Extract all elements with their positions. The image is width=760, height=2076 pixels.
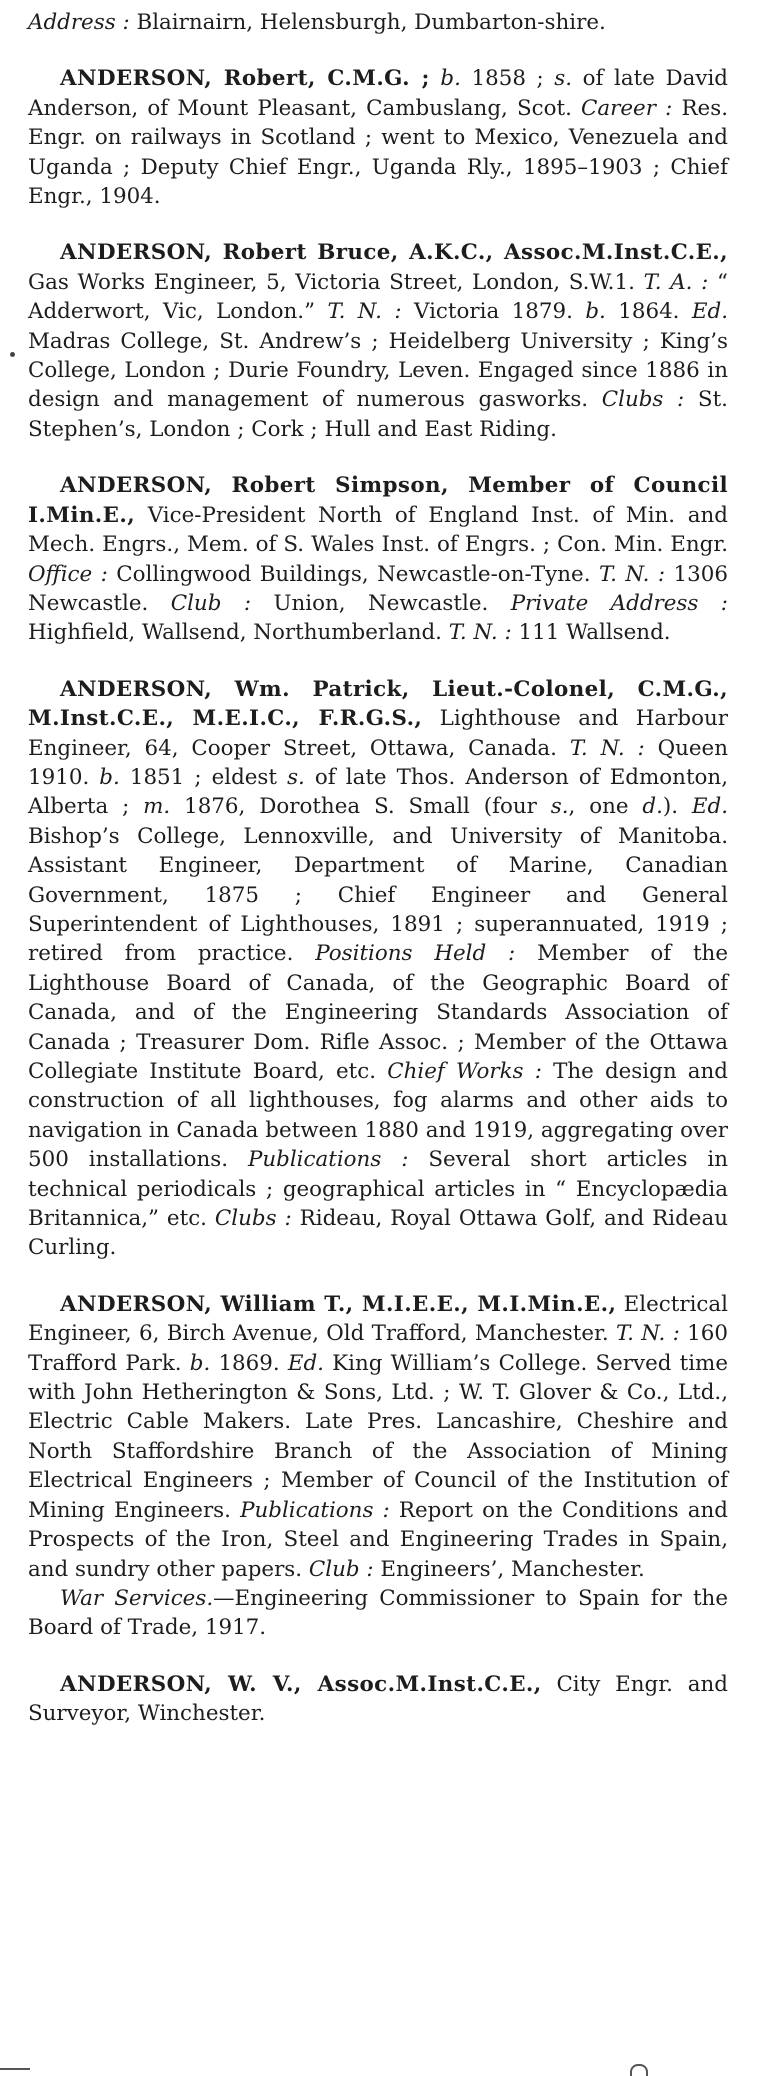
entry-label: s. (554, 66, 573, 92)
entry-label: Publications : (247, 1147, 409, 1173)
entry-label: Ed. (287, 1350, 324, 1376)
entry-text: City Engr. and Surveyor, Winchester. (28, 1671, 728, 1727)
entry-label: b. (189, 1350, 211, 1376)
entry-anderson-wm-patrick (28, 675, 728, 1263)
entry-text: Rideau, Royal Ottawa Golf, and Rideau Curling. (28, 1206, 728, 1261)
entry-text: Electrical Engineer, 6, Birch Avenue, Old Trafford, Manchester. (28, 1291, 728, 1347)
entry-text: 160 Trafford Park. (28, 1321, 728, 1376)
entry-text: Engineers’, Manchester. (373, 1556, 645, 1582)
entry-name: ANDERSON, Robert Bruce, A.K.C., Assoc.M.Inst.C.E., (60, 240, 728, 266)
entry-label: b. (440, 66, 461, 92)
entry-label: T. N. : (327, 299, 402, 325)
entry-text: Highfield, Wallsend, Northumberland. (28, 620, 449, 646)
entry-text: 1858 ; (460, 66, 555, 92)
entry-text: 1306 Newcastle. (28, 561, 728, 616)
entry-label: T. N. : (615, 1321, 680, 1347)
entry-label: Address : (28, 10, 130, 35)
entry-blairnairn-address (28, 8, 728, 37)
stray-ink-mark (10, 352, 15, 357)
entry-text (430, 66, 441, 91)
entry-text: Vice-President North of England Inst. of Min. and Mech. Engrs., Mem. of S. Wales Inst. of Engrs. ; Con. Min. Engr. (28, 502, 728, 558)
entry-text: 111 Wallsend. (511, 620, 671, 646)
entry-text: Member of the Lighthouse Board of Canada, of the Geographic Board of Canada, and of the Engineering Standards Association of Canada ; Treasurer Dom. Rifle Assoc. ; Member of the Ottawa Collegiate Institute Board, etc. (28, 941, 728, 1084)
entry-text: King William’s College. Served time with John Hetherington & Sons, Ltd. ; W. T. Glover & Co., Ltd., Electric Cable Makers. Late Pres. Lancashire, Cheshire and North Staffordshire Branch of the Association of Mining Electrical Engineers ; Member of Council of the Institution of Mining Engineers. (28, 1350, 729, 1523)
directory-page (28, 8, 728, 1729)
entry-text: —Engineering Commissioner to Spain for the Board of Trade, 1917. (28, 1585, 728, 1641)
entry-label: s. (550, 794, 569, 820)
entry-text: Gas Works Engineer, 5, Victoria Street, London, S.W.1. (28, 269, 644, 295)
entry-name: ANDERSON, Robert Simpson, Member of Council I.Min.E., (28, 473, 728, 528)
footer-mark-right (630, 2064, 648, 2076)
entry-text: Victoria 1879. (401, 299, 586, 325)
entry-text: 1869. (210, 1350, 288, 1376)
entry-text: Collingwood Buildings, Newcastle-on-Tyne. (107, 561, 599, 587)
entry-text: Queen 1910. (28, 735, 728, 790)
entry-label: Ed. (691, 794, 728, 820)
entry-name: ANDERSON, Robert, C.M.G. ; (60, 66, 430, 92)
entry-text: Report on the Conditions and Prospects of the Iron, Steel and Engineering Trades in Spain, and sundry other papers. (28, 1497, 728, 1582)
entry-label: T. N. : (598, 561, 666, 587)
entry-label: b. (99, 764, 120, 790)
entry-anderson-william-t (28, 1290, 728, 1584)
entry-text: Madras College, St. Andrew’s ; Heidelberg University ; King’s College, London ; Durie Foundry, Leven. Engaged since 1886 in design and management of numerous gasworks. (28, 328, 728, 413)
entry-text: ). (662, 794, 692, 820)
entry-label: Publications : (240, 1497, 390, 1523)
entry-text: Lighthouse and Harbour Engineer, 64, Cooper Street, Ottawa, Canada. (28, 706, 728, 761)
entry-text: Res. Engr. on railways in Scotland ; went to Mexico, Venezuela and Uganda ; Deputy Chief Engr., Uganda Rly., 1895–1903 ; Chief Engr., 1904. (28, 95, 728, 210)
entry-label: Positions Held : (315, 941, 516, 967)
entry-label: s. (287, 764, 305, 790)
entry-name: ANDERSON, W. V., Assoc.M.Inst.C.E., (60, 1671, 542, 1697)
entry-label: d. (642, 794, 663, 820)
entry-anderson-w-v (28, 1670, 728, 1729)
entry-text: of late David Anderson, of Mount Pleasant, Cambuslang, Scot. (28, 66, 728, 121)
entry-text: , one (568, 794, 643, 820)
entry-label: Career : (581, 95, 673, 121)
entry-text: Bishop’s College, Lennoxville, and University of Manitoba. Assistant Engineer, Department of Marine, Canadian Government, 1875 ; Chief Engineer and General Superintendent of Lighthouses, 1891 ; superannuated, 1919 ; retired from practice. (28, 823, 728, 967)
entry-text: 1864. (605, 299, 692, 325)
entry-anderson-robert-bruce (28, 238, 728, 444)
entry-text: Blairnairn, Helensburgh, Dumbarton-shire. (129, 10, 606, 35)
entry-label: War Services. (60, 1585, 214, 1611)
entry-anderson-robert-simpson (28, 471, 728, 647)
entry-name: ANDERSON, William T., M.I.E.E., M.I.Min.E., (60, 1291, 617, 1317)
entry-text: St. Stephen’s, London ; Cork ; Hull and East Riding. (28, 387, 728, 442)
entry-text: 1851 ; eldest (119, 764, 288, 790)
entry-label: Club : (308, 1556, 374, 1582)
footer-mark-left (0, 2068, 30, 2070)
entry-label: T. N. : (569, 735, 645, 761)
entry-label: T. N. : (448, 620, 512, 646)
entry-label: Clubs : (601, 387, 685, 413)
entry-label: T. A. : (643, 269, 709, 295)
entry-label: m. (143, 794, 171, 820)
entry-label: Private Address : (510, 590, 728, 616)
entry-anderson-robert (28, 64, 728, 211)
entry-label: Chief Works : (387, 1059, 542, 1084)
entry-anderson-william-t-war-services (28, 1584, 728, 1643)
entry-text: 1876, Dorothea S. Small (four (170, 794, 551, 820)
entry-label: b. (585, 299, 606, 325)
entry-text: Several short articles in technical periodicals ; geographical articles in “ Encyclopædia Britannica,” etc. (28, 1147, 728, 1232)
entry-text: of late Thos. Anderson of Edmonton, Alberta ; (28, 764, 728, 820)
entry-label: Office : (28, 561, 108, 587)
entry-label: Club : (170, 590, 252, 616)
entry-label: Clubs : (214, 1206, 292, 1232)
entry-name: ANDERSON, Wm. Patrick, Lieut.-Colonel, C.M.G., M.Inst.C.E., M.E.I.C., F.R.G.S., (28, 676, 728, 732)
page-footer-cut-marks (0, 2062, 760, 2074)
entry-text: “ Adderwort, Vic, London.” (28, 269, 728, 325)
entry-text: The design and construction of all lighthouses, fog alarms and other aids to navigation in Canada between 1880 and 1919, aggregating over 500 installations. (28, 1059, 728, 1173)
entry-label: Ed. (691, 299, 729, 325)
entry-text: Union, Newcastle. (251, 590, 511, 616)
